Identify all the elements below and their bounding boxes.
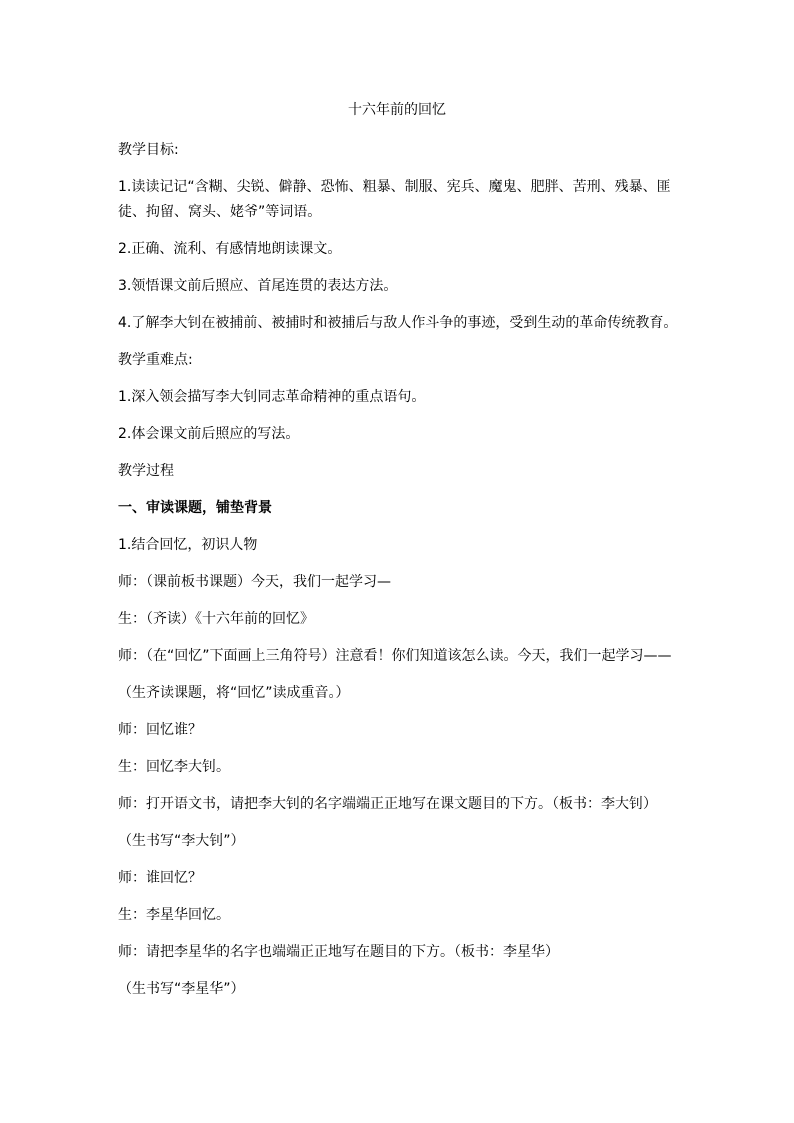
dialogue-line: 师：谁回忆？ [118,870,202,886]
dialogue-line: 师：（课前板书课题）今天，我们一起学习— [118,574,391,590]
document-title: 十六年前的回忆 [348,102,446,118]
key-point-2: 2.体会课文前后照应的写法。 [118,426,300,442]
subsection-heading-1: 1.结合回忆，初识人物 [118,537,258,553]
goal-item-4: 4.了解李大钊在被捕前、被捕时和被捕后与敌人作斗争的事迹，受到生动的革命传统教育。 [118,315,678,331]
dialogue-line: （生书写“李星华”） [118,981,245,997]
goal-item-2: 2.正确、流利、有感情地朗读课文。 [118,241,342,257]
dialogue-line: 师：（在“回忆”下面画上三角符号）注意看！你们知道该怎么读。今天，我们一起学习—— [118,648,672,664]
section-heading-1: 一、审读课题，铺垫背景 [118,500,272,516]
dialogue-line: 师：请把李星华的名字也端端正正地写在题目的下方。（板书：李星华） [118,944,559,960]
heading-key-points: 教学重难点: [118,352,193,368]
dialogue-line: 生：李星华回忆。 [118,907,230,923]
dialogue-line: （生齐读课题，将“回忆”读成重音。） [118,685,350,701]
document-body [118,133,678,1009]
goal-item-3: 3.领悟课文前后照应、首尾连贯的表达方法。 [118,278,398,294]
heading-teaching-goals: 教学目标: [118,142,179,158]
dialogue-line: （生书写“李大钊”） [118,833,245,849]
goal-item-1: 1.读读记记“含糊、尖锐、僻静、恐怖、粗暴、制服、宪兵、魔鬼、肥胖、苦刑、残暴、匪徒、拘留、窝头、姥爷”等词语。 [118,179,671,220]
dialogue-line: 生：（齐读）《十六年前的回忆》 [118,611,314,627]
heading-teaching-process: 教学过程 [118,463,174,479]
dialogue-line: 生：回忆李大钊。 [118,759,230,775]
key-point-1: 1.深入领会描写李大钊同志革命精神的重点语句。 [118,389,426,405]
dialogue-line: 师：打开语文书，请把李大钊的名字端端正正地写在课文题目的下方。（板书：李大钊） [118,796,657,812]
dialogue-line: 师：回忆谁？ [118,722,202,738]
